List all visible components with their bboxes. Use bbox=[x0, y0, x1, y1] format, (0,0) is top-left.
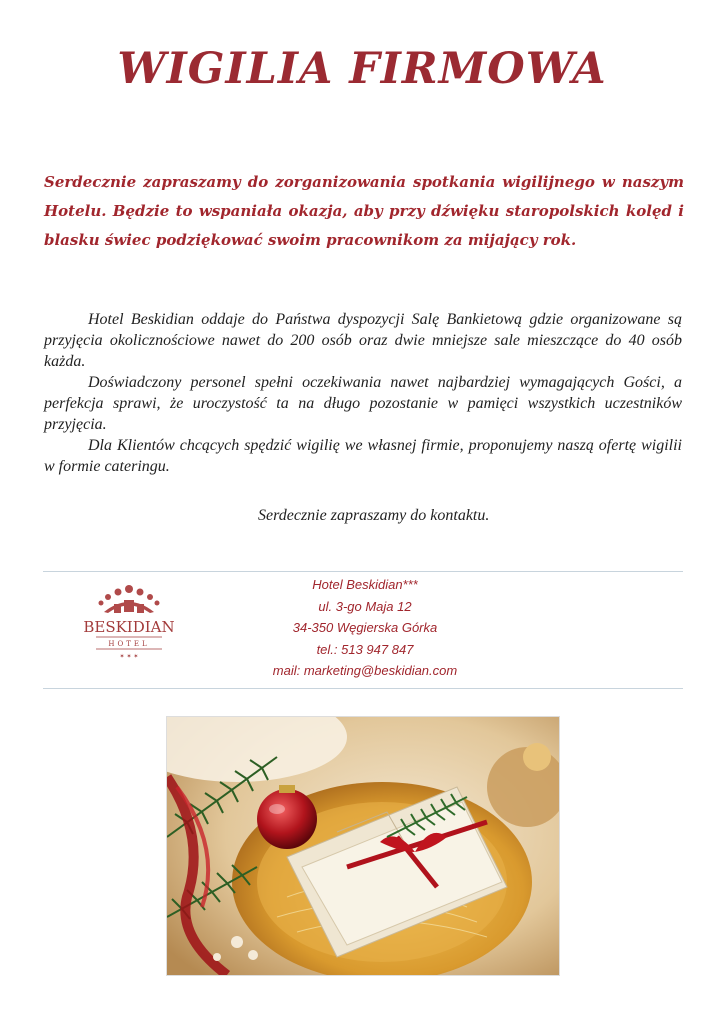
christmas-table-photo bbox=[166, 716, 560, 976]
contact-hotel: Hotel Beskidian*** bbox=[312, 577, 418, 592]
crown-ornament-icon bbox=[99, 585, 160, 613]
page-title: WIGILIA FIRMOWA bbox=[117, 44, 607, 94]
logo-subtitle: HOTEL bbox=[108, 640, 150, 648]
closing-line: Serdecznie zapraszamy do kontaktu. bbox=[258, 507, 490, 524]
divider-top bbox=[43, 571, 683, 572]
contact-street: ul. 3-go Maja 12 bbox=[318, 598, 412, 614]
body-text bbox=[44, 309, 682, 477]
logo-name: BESKIDIAN bbox=[83, 618, 175, 636]
contact-phone[interactable]: tel.: 513 947 847 bbox=[316, 641, 414, 657]
logo-stars: ✶ ✶ ✶ bbox=[119, 653, 139, 660]
paragraph-staff: Doświadczony personel spełni oczekiwania nawet najbardziej wymagających Gości, a perfekcja sprawi, że uroczystość ta na długo pozostanie w pamięci wszystkich uczestników przyjęcia. bbox=[44, 374, 682, 433]
beskidian-logo bbox=[74, 582, 184, 662]
paragraph-catering: Dla Klientów chcących spędzić wigilię we własnej firmie, proponujemy naszą ofertę wigilii w formie cateringu. bbox=[44, 437, 682, 475]
divider-bottom bbox=[43, 688, 683, 689]
paragraph-banquet-hall: Hotel Beskidian oddaje do Państwa dyspozycji Salę Bankietową gdzie organizowane są przyjęcia okolicznościowe nawet do 200 osób oraz dwie mniejsze sale mieszczące do 40 osób każda. bbox=[44, 311, 682, 370]
intro-paragraph: Serdecznie zapraszamy do zorganizowania spotkania wigilijnego w naszym Hotelu. Będzie to wspaniała okazja, aby przy dźwięku staropolskich kolęd i blasku świec podziękować swoim pracownikom za mijający rok. bbox=[44, 173, 684, 249]
contact-email[interactable]: mail: marketing@beskidian.com bbox=[272, 663, 458, 678]
contact-city: 34-350 Węgierska Górka bbox=[292, 620, 438, 635]
contact-block bbox=[220, 574, 510, 682]
